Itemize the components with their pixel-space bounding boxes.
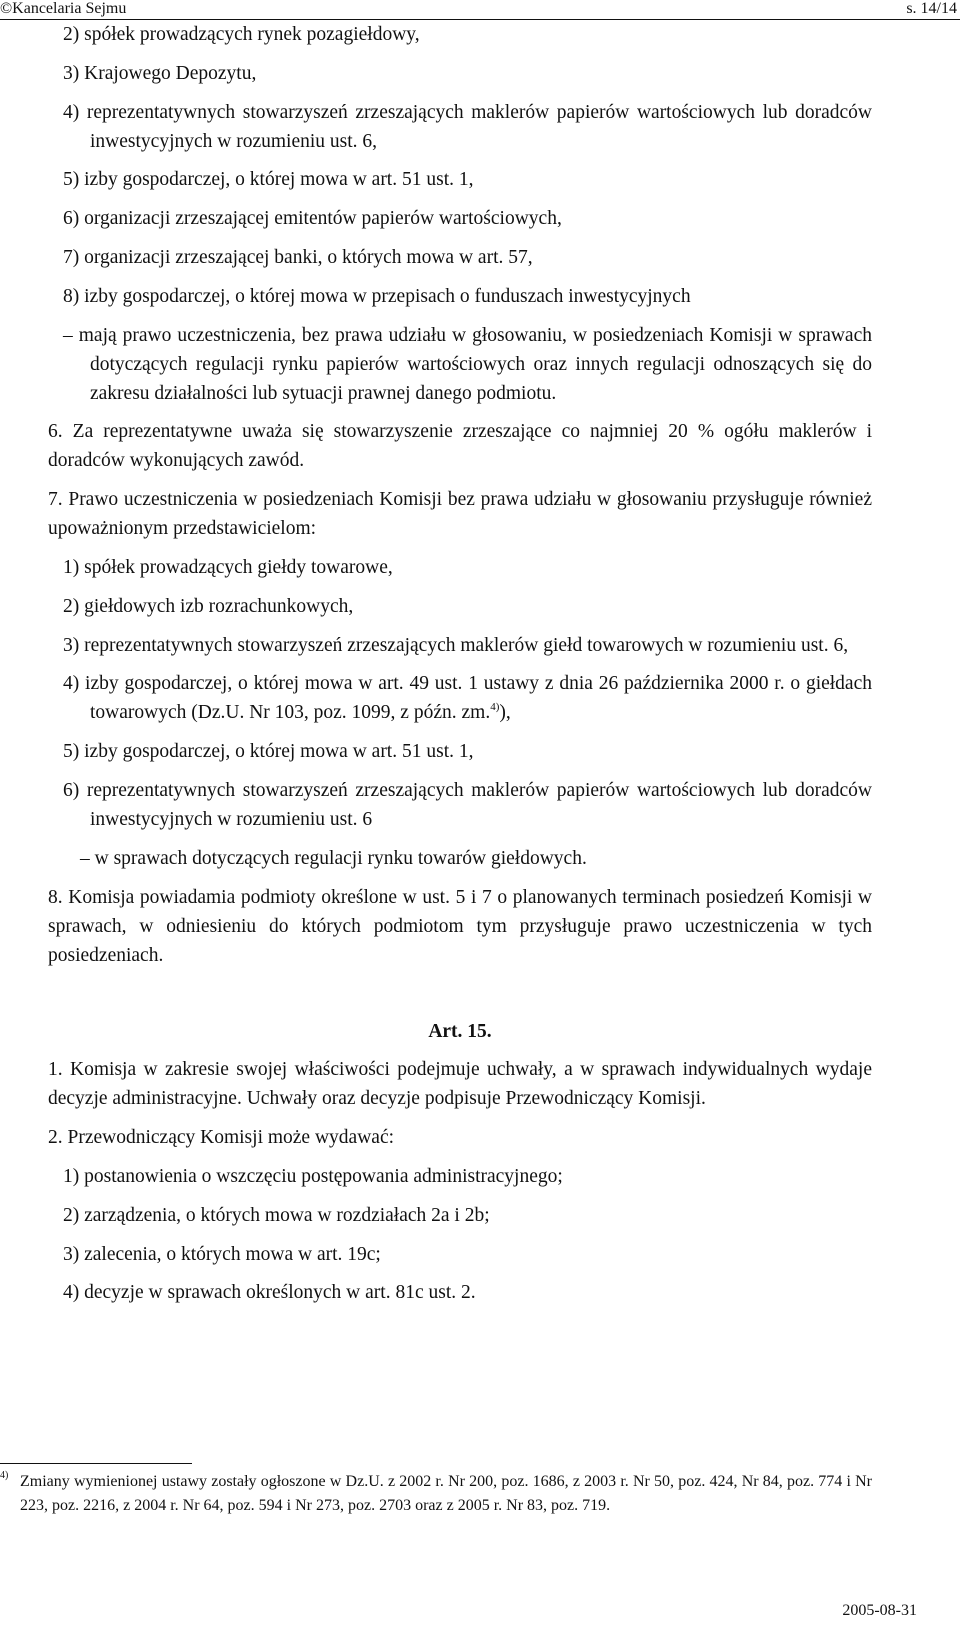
list-item: 1) spółek prowadzących giełdy towarowe, (63, 556, 393, 578)
list-item: 6) organizacji zrzeszającej emitentów papierów wartościowych, (63, 208, 562, 230)
list-item: 8) izby gospodarczej, o której mowa w przepisach o funduszach inwestycyjnych (63, 285, 691, 307)
document-date: 2005-08-31 (842, 1602, 917, 1619)
paragraph-art15-2: 2. Przewodniczący Komisji może wydawać: (48, 1127, 395, 1149)
list-item: 2) zarządzenia, o których mowa w rozdziałach 2a i 2b; (63, 1204, 490, 1226)
paragraph-art15-1: 1. Komisja w zakresie swojej właściwości podejmuje uchwały, a w sprawach indywidualnych wydaje decyzje administracyjne. Uchwały oraz decyzje podpisuje Przewodniczący Komisji. (48, 1059, 872, 1110)
paragraph-ust-8: 8. Komisja powiadamia podmioty określone w ust. 5 i 7 o planowanych terminach posiedzeń Komisji w sprawach, w odniesieniu do których podmiotom tym przysługuje prawo uczestniczenia w tych posiedzeniach. (48, 886, 872, 966)
list-item: 1) postanowienia o wszczęciu postępowania administracyjnego; (63, 1165, 563, 1187)
page-header (0, 0, 960, 22)
spacer (48, 979, 872, 1017)
list-item: 5) izby gospodarczej, o której mowa w art. 51 ust. 1, (63, 169, 474, 191)
list-item: 3) reprezentatywnych stowarzyszeń zrzeszających maklerów giełd towarowych w rozumieniu ust. 6, (63, 634, 849, 656)
footnote-separator (0, 1463, 192, 1464)
paragraph-ust-7: 7. Prawo uczestniczenia w posiedzeniach Komisji bez prawa udziału w głosowaniu przysługuje również upoważnionym przedstawicielom: (48, 489, 872, 540)
list-item: 4) decyzje w sprawach określonych w art. 81c ust. 2. (63, 1282, 476, 1304)
dash-paragraph: – w sprawach dotyczących regulacji rynku towarów giełdowych. (80, 847, 587, 869)
header-source: ©Kancelaria Sejmu (0, 0, 127, 17)
list-item: 3) Krajowego Depozytu, (63, 62, 257, 84)
list-item: 3) zalecenia, o których mowa w art. 19c; (63, 1243, 381, 1265)
article-heading: Art. 15. (428, 1021, 492, 1043)
paragraph-ust-6: 6. Za reprezentatywne uważa się stowarzyszenie zrzeszające co najmniej 20 % ogółu maklerów i doradców wykonujących zawód. (48, 421, 872, 472)
footnote (0, 1470, 872, 1518)
header-page-number: s. 14/14 (906, 0, 957, 17)
list-item (63, 669, 872, 727)
document-body (48, 20, 872, 1317)
footnote-reference: 4) (490, 701, 500, 714)
list-item: 2) giełdowych izb rozrachunkowych, (63, 595, 354, 617)
list-item: 7) organizacji zrzeszającej banki, o których mowa w art. 57, (63, 246, 533, 268)
footnote-mark: 4) (0, 1470, 9, 1481)
list-item: 5) izby gospodarczej, o której mowa w art. 51 ust. 1, (63, 741, 474, 763)
list-item: 6) reprezentatywnych stowarzyszeń zrzeszających maklerów papierów wartościowych lub doradców inwestycyjnych w rozumieniu ust. 6 (63, 779, 872, 830)
list-item-text-end: ), (499, 702, 511, 724)
list-item: 2) spółek prowadzących rynek pozagiełdowy, (63, 24, 420, 45)
list-item: 4) reprezentatywnych stowarzyszeń zrzeszających maklerów papierów wartościowych lub doradców inwestycyjnych w rozumieniu ust. 6, (63, 101, 872, 152)
dash-paragraph: – mają prawo uczestniczenia, bez prawa udziału w głosowaniu, w posiedzeniach Komisji w sprawach dotyczących regulacji rynku papierów wartościowych oraz innych regulacji odnoszących się do zakresu działalności lub sytuacji prawnej danego podmiotu. (63, 324, 872, 404)
footnote-text: Zmiany wymienionej ustawy zostały ogłoszone w Dz.U. z 2002 r. Nr 200, poz. 1686, z 2003 r. Nr 50, poz. 424, Nr 84, poz. 774 i Nr 223, poz. 2216, z 2004 r. Nr 64, poz. 594 i Nr 273, poz. 2703 oraz z 2005 r. Nr 83, poz. 719. (20, 1473, 872, 1514)
list-item-text: 4) izby gospodarczej, o której mowa w art. 49 ust. 1 ustawy z dnia 26 października 2000 r. o giełdach towarowych (Dz.U. Nr 103, poz. 1099, z późn. zm. (63, 673, 872, 724)
